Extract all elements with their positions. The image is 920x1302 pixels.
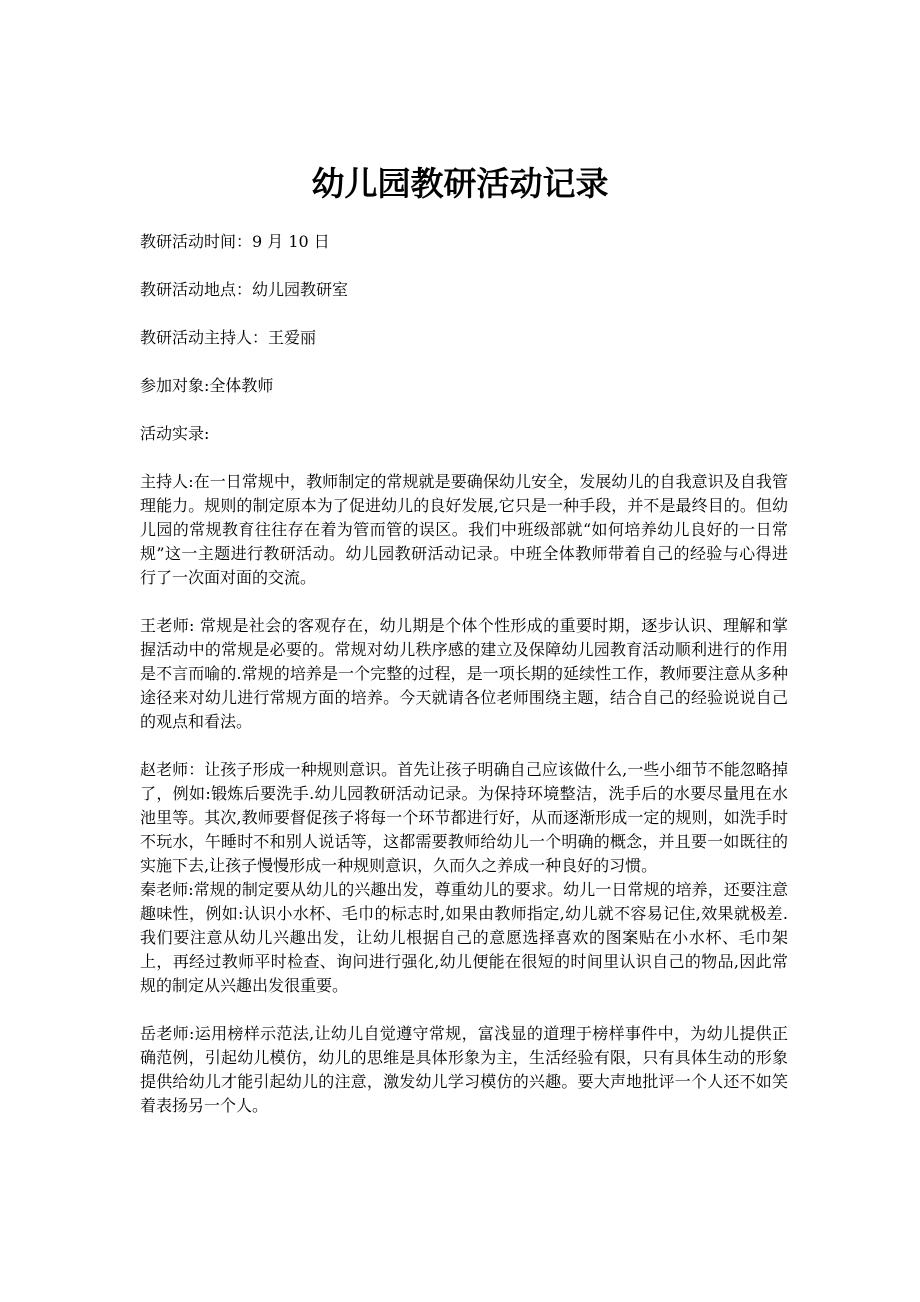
- activity-time: 教研活动时间：9 月 10 日: [140, 232, 330, 251]
- activity-host: 教研活动主持人：王爱丽: [140, 328, 317, 347]
- paragraph-teacher-qin: 秦老师:常规的制定要从幼儿的兴趣出发，尊重幼儿的要求。幼儿一日常规的培养，还要注意趣味性，例如:认识小水杯、毛巾的标志时,如果由教师指定,幼儿就不容易记住,效果就极差.我们要注意从幼儿兴趣出发，让幼儿根据自己的意愿选择喜欢的图案贴在小水杯、毛巾架上，再经过教师平时检查、询问进行强化,幼儿便能在很短的时间里认识自己的物品,因此常规的制定从兴趣出发很重要。: [140, 880, 788, 995]
- paragraph-teacher-wang: 王老师: 常规是社会的客观存在，幼儿期是个体个性形成的重要时期，逐步认识、理解和掌握活动中的常规是必要的。常规对幼儿秩序感的建立及保障幼儿园教育活动顺利进行的作用是不言而喻的.常规的培养是一个完整的过程，是一项长期的延续性工作，教师要注意从多种途径来对幼儿进行常规方面的培养。今天就请各位老师围绕主题，结合自己的经验说说自己的观点和看法。: [140, 616, 788, 731]
- activity-location: 教研活动地点：幼儿园教研室: [140, 280, 349, 299]
- activity-record-heading: 活动实录:: [140, 424, 210, 443]
- paragraph-teacher-yue: 岳老师:运用榜样示范法,让幼儿自觉遵守常规，富浅显的道理于榜样事件中，为幼儿提供正确范例，引起幼儿模仿，幼儿的思维是具体形象为主，生活经验有限，只有具体生动的形象提供给幼儿才能引起幼儿的注意，激发幼儿学习模仿的兴趣。要大声地批评一个人还不如笑着表扬另一个人。: [140, 1024, 788, 1115]
- paragraph-teacher-zhao: 赵老师：让孩子形成一种规则意识。首先让孩子明确自己应该做什么,一些小细节不能忽略掉了，例如:锻炼后要洗手.幼儿园教研活动记录。为保持环境整洁，洗手后的水要尽量甩在水池里等。其次,教师要督促孩子将每一个环节都进行好，从而逐渐形成一定的规则，如洗手时不玩水，午睡时不和别人说话等，这都需要教师给幼儿一个明确的概念，并且要一如既往的实施下去,让孩子慢慢形成一种规则意识，久而久之养成一种良好的习惯。: [140, 760, 788, 875]
- participants: 参加对象:全体教师: [140, 376, 274, 395]
- document-title: 幼儿园教研活动记录: [311, 164, 609, 203]
- paragraph-host: 主持人:在一日常规中，教师制定的常规就是要确保幼儿安全，发展幼儿的自我意识及自我管理能力。规则的制定原本为了促进幼儿的良好发展,它只是一种手段，并不是最终目的。但幼儿园的常规教育往往存在着为管而管的误区。我们中班级部就“如何培养幼儿良好的一日常规”这一主题进行教研活动。幼儿园教研活动记录。中班全体教师带着自己的经验与心得进行了一次面对面的交流。: [140, 472, 788, 587]
- document-body: [140, 230, 788, 1142]
